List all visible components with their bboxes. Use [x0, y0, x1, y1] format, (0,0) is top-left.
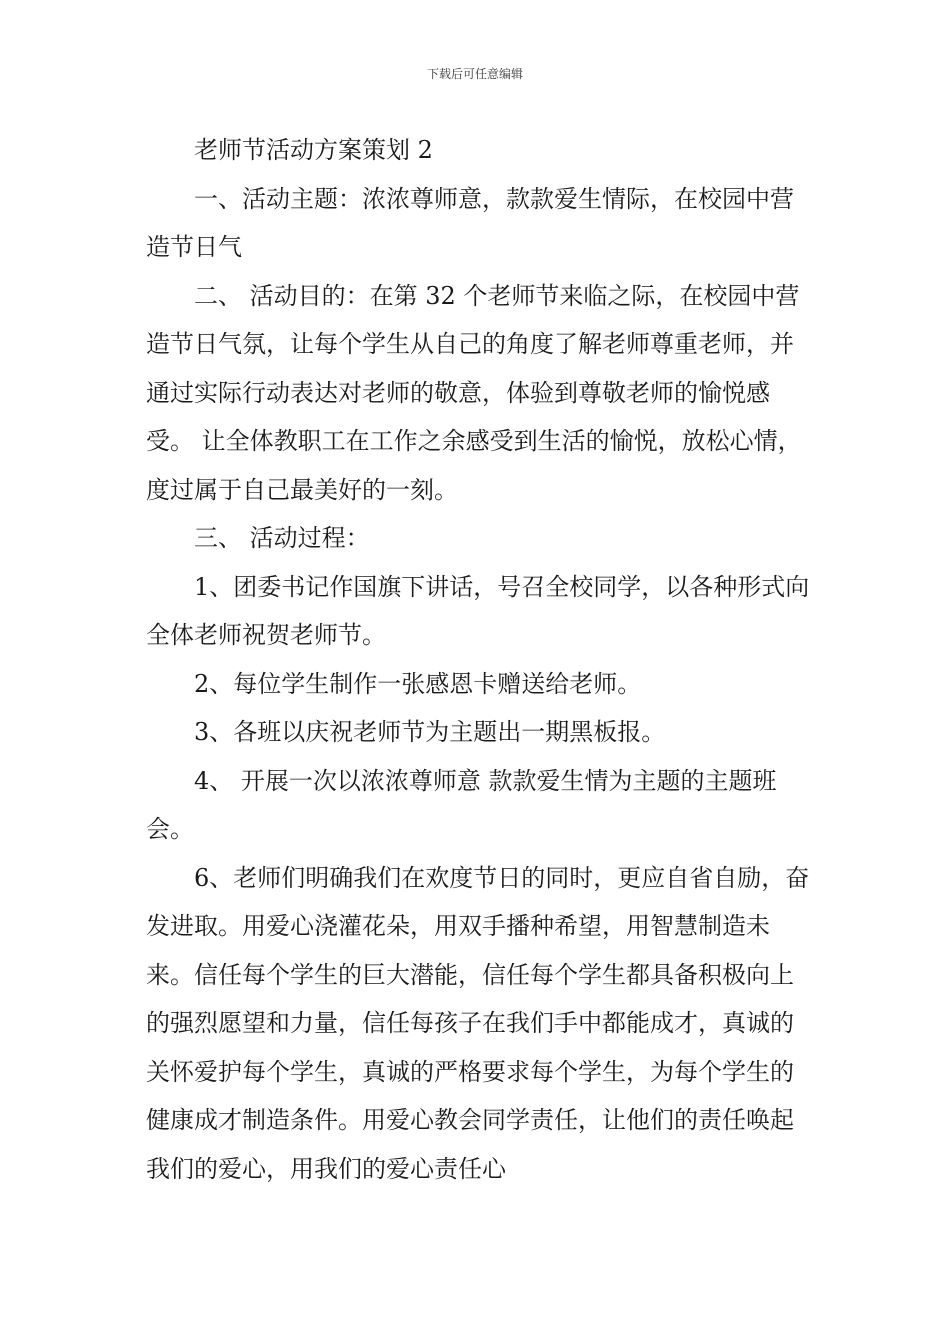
paragraph-item-4: 4、 开展一次以浓浓尊师意 款款爱生情为主题的主题班会。 [146, 766, 777, 843]
paragraph-item-2: 2、每位学生制作一张感恩卡赠送给老师。 [194, 669, 642, 698]
paragraph-item-3: 3、各班以庆祝老师节为主题出一期黑板报。 [194, 718, 666, 746]
paragraph-activity-process-heading: 三、 活动过程： [194, 524, 370, 552]
paragraph-activity-theme: 一、活动主题：浓浓尊师意，款款爱生情际，在校园中营造节日气 [146, 184, 794, 261]
paragraph-item-6: 6、老师们明确我们在欢度节日的同时，更应自省自励，奋发进取。用爱心浇灌花朵，用双手播种希望，用智慧制造未来。信任每个学生的巨大潜能，信任每个学生都具备积极向上的强烈愿望和力量，信任每孩子在我们手中都能成才，真诚的关怀爱护每个学生，真诚的严格要求每个学生，为每个学生的健康成才制造条件。用爱心教会同学责任，让他们的责任唤起我们的爱心，用我们的爱心责任心 [146, 863, 810, 1183]
paragraph-activity-purpose: 二、 活动目的：在第 32 个老师节来临之际，在校园中营造节日气氛，让每个学生从自己的角度了解老师尊重老师，并通过实际行动表达对老师的敬意，体验到尊敬老师的愉悦感受。 让全体教职工在工作之余感受到生活的愉悦，放松心情，度过属于自己最美好的一刻。 [146, 281, 802, 504]
paragraph-item-1: 1、团委书记作国旗下讲话，号召全校同学，以各种形式向全体老师祝贺老师节。 [146, 572, 810, 649]
page-header-note: 下载后可任意编辑 [426, 67, 523, 81]
document-body [146, 126, 816, 1193]
document-title: 老师节活动方案策划 2 [194, 136, 433, 164]
